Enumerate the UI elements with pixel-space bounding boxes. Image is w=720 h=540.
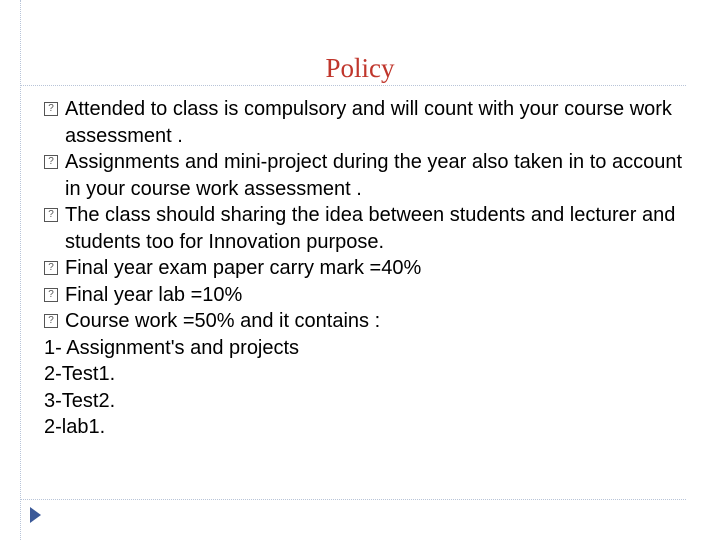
list-line: 2-Test1. [44,363,116,385]
bullet-item [44,149,684,202]
title-dotted-rule [20,85,686,86]
bullet-item [44,202,684,255]
list-line: 1- Assignment's and projects [44,336,300,359]
slide-title: Policy [325,53,395,83]
bullet-item [44,96,684,149]
bullet-text: Final year exam paper carry mark =40% [65,257,422,279]
missing-glyph-box-icon: ? [44,102,58,116]
bullet-text: Course work =50% and it contains : [65,310,381,332]
missing-glyph-box-icon: ? [44,208,58,222]
footer-dotted-rule [20,499,686,500]
bullet-text: Attended to class is compulsory and will count with your course work assessment . [65,98,672,147]
bullet-item [44,308,684,335]
missing-glyph-box-icon: ? [44,314,58,328]
bullet-item [44,282,684,309]
triangle-arrow-icon [30,507,41,523]
missing-glyph-box-icon: ? [44,288,58,302]
slide-body [44,96,684,441]
bullet-text: Final year lab =10% [65,283,243,306]
bullet-text: The class should sharing the idea between students and lecturer and students too for Innovation purpose. [65,204,676,253]
list-line: 2-lab1. [44,416,106,438]
bullet-text: Assignments and mini-project during the year also taken in to account in your course work assessment . [65,151,683,200]
missing-glyph-box-icon: ? [44,261,58,275]
left-dotted-rule [20,0,21,540]
list-line: 3-Test2. [44,389,116,412]
bullet-item [44,255,684,282]
missing-glyph-box-icon: ? [44,155,58,169]
